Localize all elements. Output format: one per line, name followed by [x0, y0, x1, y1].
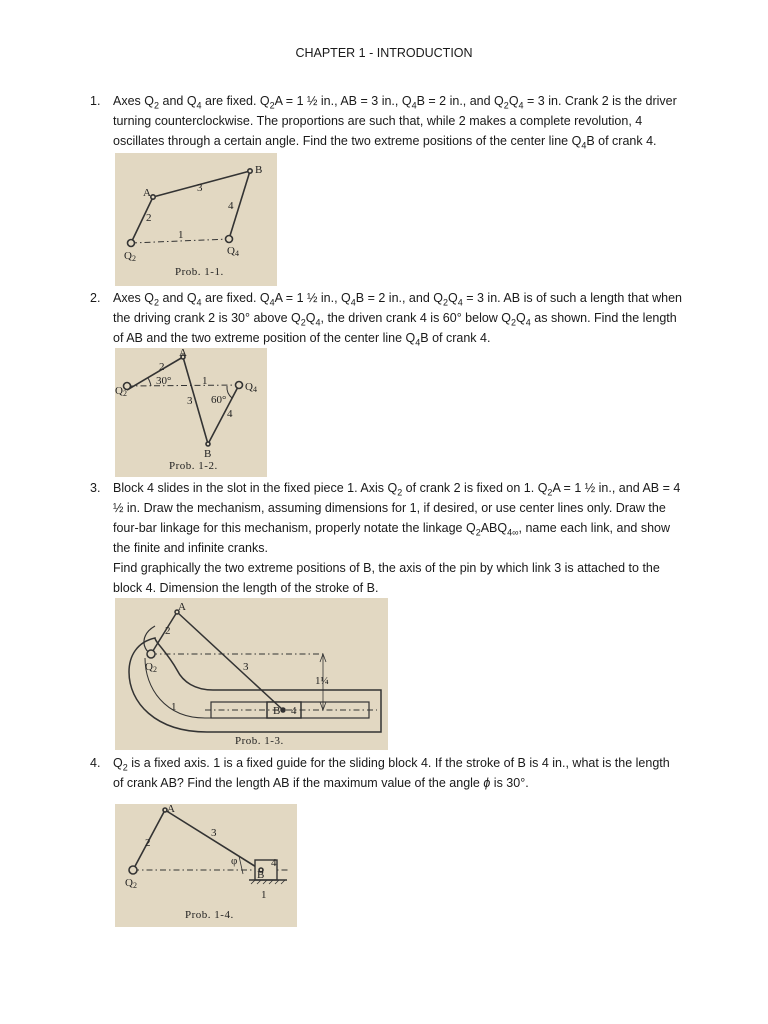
subscript: 2 [503, 100, 509, 111]
subscript: 2 [154, 297, 160, 308]
problem-number: 3. [90, 481, 101, 495]
link-2 [127, 357, 183, 390]
label-q4: Q4 [227, 245, 239, 258]
problem-text-2 [113, 558, 682, 598]
label-q2: Q2 [145, 661, 157, 674]
problem-text [113, 288, 682, 348]
text-run: Q [448, 291, 458, 305]
link-2 [151, 612, 177, 654]
text-run: Q [113, 756, 123, 770]
label-b: B [257, 869, 265, 881]
link-3 [165, 810, 261, 870]
text-run: A = 1 ½ in., and AB = 4 ½ in. Draw the mechanism, assuming dimensions for 1, if desired, or use center lines only. Draw the four-bar linkage for this mechanism, properly notate the linkage Q [113, 481, 681, 535]
text-run: and Q [159, 94, 197, 108]
subscript: 4 [315, 317, 321, 328]
label-link-1: 1 [202, 375, 208, 387]
label-link-4: 4 [227, 408, 233, 420]
problem-1 [90, 91, 682, 151]
problem-text [113, 91, 682, 151]
pivot-q4 [226, 236, 233, 243]
label-link-3: 3 [211, 827, 217, 839]
figure-caption: Prob. 1-4. [185, 909, 234, 921]
label-link-4: 4 [271, 857, 277, 869]
subscript: 4 [457, 297, 463, 308]
text-run: , the driven crank 4 is 60° below Q [320, 311, 512, 325]
label-link-1: 1 [171, 701, 177, 713]
label-link-2: 2 [165, 625, 171, 637]
text-run: as shown. Find the length of AB and the two extreme position of the center line Q [113, 311, 677, 345]
subscript: 4 [269, 297, 275, 308]
subscript: 2 [475, 527, 481, 538]
label-link-3: 3 [187, 395, 193, 407]
subscript: 2 [122, 762, 128, 773]
label-q4: Q4 [245, 381, 257, 394]
figure-caption: Prob. 1-1. [175, 266, 224, 278]
label-link-3: 3 [243, 661, 249, 673]
text-run: B of crank 4. [586, 134, 657, 148]
subscript: 2 [397, 487, 403, 498]
text-run: Block 4 slides in the slot in the fixed piece 1. Axis Q [113, 481, 398, 495]
subscript: 4 [196, 100, 202, 111]
figure-caption: Prob. 1-2. [169, 460, 218, 472]
text-run: are fixed. Q [201, 291, 270, 305]
text-run: = 3 in. Crank 2 is the driver turning counterclockwise. The proportions are such that, while 2 makes a complete revolution, 4 oscillates through a certain angle. Find the two extreme positions of the center line Q [113, 94, 677, 148]
label-b: B [273, 705, 281, 717]
subscript: 4 [350, 297, 356, 308]
pivot-q2 [128, 240, 135, 247]
subscript: 4 [581, 140, 587, 151]
phi-symbol: ϕ [483, 776, 491, 790]
label-angle-60: 60° [211, 394, 227, 406]
label-a: A [143, 187, 151, 199]
problem-number: 1. [90, 94, 101, 108]
slot-inner [145, 658, 369, 718]
text-run: B of crank 4. [420, 331, 491, 345]
text-run: A = 1 ½ in., Q [274, 291, 351, 305]
chapter-title: CHAPTER 1 - INTRODUCTION [295, 46, 473, 60]
joint-b [248, 169, 252, 173]
text-run: = 3 in. AB is of such a length that when the driving crank 2 is 30° above Q [113, 291, 683, 325]
subscript: 4 [196, 297, 202, 308]
label-a: A [179, 348, 187, 359]
angle-arc-30 [148, 378, 151, 386]
joint-a [151, 195, 155, 199]
text-run: are fixed. Q [201, 94, 270, 108]
problem-number: 4. [90, 756, 101, 770]
label-a: A [178, 601, 186, 613]
label-link-2: 2 [146, 212, 152, 224]
problem-text [113, 753, 682, 793]
label-link-4: 4 [228, 200, 234, 212]
figure-prob-1-3 [115, 598, 388, 750]
angle-arc-60 [227, 386, 232, 398]
label-phi: φ [231, 855, 238, 867]
text-run: Q [516, 311, 526, 325]
figure-prob-1-1 [115, 153, 277, 286]
link-3 [177, 612, 283, 710]
subscript: 2 [547, 487, 553, 498]
label-link-1: 1 [178, 229, 184, 241]
subscript: 4 [518, 100, 524, 111]
subscript: 2 [443, 297, 449, 308]
label-b: B [255, 164, 263, 176]
text-run: is 30°. [490, 776, 529, 790]
subscript: 2 [300, 317, 306, 328]
problem-number: 2. [90, 291, 101, 305]
problem-text [113, 478, 682, 558]
text-run: B = 2 in., and Q [416, 94, 504, 108]
subscript: 2 [154, 100, 160, 111]
problem-4 [90, 753, 682, 793]
problem-3 [90, 478, 682, 598]
label-link-4: 4 [291, 705, 297, 717]
link-1-centerline [127, 385, 243, 386]
subscript: 4 [525, 317, 531, 328]
subscript: 4∞ [507, 527, 519, 538]
text-run: of crank 2 is fixed on 1. Q [402, 481, 548, 495]
pivot-q2 [147, 650, 155, 658]
label-a: A [167, 804, 175, 815]
label-link-2: 2 [159, 361, 165, 373]
subscript: 2 [269, 100, 275, 111]
problem-2 [90, 288, 682, 348]
label-angle-30: 30° [156, 375, 172, 387]
subscript: 4 [411, 100, 417, 111]
text-run: and Q [159, 291, 197, 305]
joint-b [206, 442, 210, 446]
label-dimension: 1¼ [315, 675, 329, 687]
pivot-q2 [129, 866, 137, 874]
label-q2: Q2 [115, 385, 127, 398]
label-link-3: 3 [197, 182, 203, 194]
text-run: Axes Q [113, 291, 154, 305]
text-run: A = 1 ½ in., AB = 3 in., Q [274, 94, 412, 108]
text-run: Q [305, 311, 316, 325]
text-run: ABQ [480, 521, 508, 535]
figure-prob-1-4 [115, 804, 297, 927]
text-run: Axes Q [113, 94, 154, 108]
text-run: B = 2 in., and Q [355, 291, 443, 305]
text-run: Q [508, 94, 519, 108]
pivot-q4 [236, 382, 243, 389]
text-run: , name each link, and show the finite and infinite cranks. [113, 521, 671, 555]
label-q2: Q2 [125, 877, 137, 890]
label-link-1: 1 [261, 889, 267, 901]
text-run: Find graphically the two extreme positions of B, the axis of the pin by which link 3 is attached to the block 4. Dimension the length of the stroke of B. [113, 561, 660, 595]
subscript: 2 [511, 317, 517, 328]
label-q2: Q2 [124, 250, 136, 263]
figure-caption: Prob. 1-3. [235, 735, 284, 747]
label-link-2: 2 [145, 837, 151, 849]
subscript: 4 [415, 337, 421, 348]
figure-prob-1-2 [115, 348, 267, 477]
joint-b [281, 708, 285, 712]
label-b: B [204, 448, 212, 460]
text-run: is a fixed axis. 1 is a fixed guide for the sliding block 4. If the stroke of B is 4 in., what is the length of crank AB? Find the length AB if the maximum value of the angle [113, 756, 670, 790]
